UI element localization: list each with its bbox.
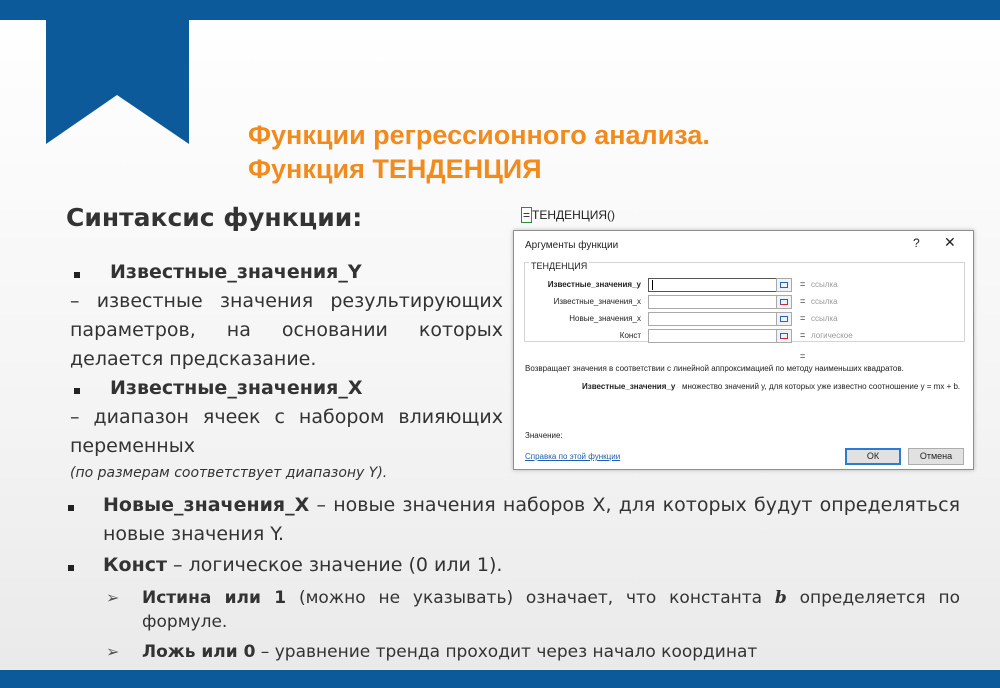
arg-label: Конст: [619, 331, 641, 340]
arg-description-text: множество значений y, для которых уже известно соотношение y = mx + b.: [682, 382, 961, 391]
formula-cell[interactable]: [521, 208, 615, 222]
title-line-2: Функция ТЕНДЕНЦИЯ: [248, 154, 542, 184]
item-term: Известные_значения_Y: [110, 261, 362, 283]
arg-label: Известные_значения_y: [547, 280, 641, 289]
arg-eq: =: [800, 296, 806, 306]
known-y-input[interactable]: [648, 278, 777, 292]
dialog-title: Аргументы функции: [525, 240, 619, 251]
list-item: [64, 551, 960, 580]
ok-button[interactable]: ОК: [845, 448, 901, 465]
item-note: (по размерам соответствует диапазону Y).: [70, 465, 388, 481]
item-text: – диапазон ячеек с набором влияющих переменных: [70, 406, 503, 457]
arg-eq: =: [800, 313, 806, 323]
help-link[interactable]: Справка по этой функции: [525, 452, 621, 461]
arg-hint: логическое: [811, 331, 853, 340]
result-eq: =: [800, 351, 806, 361]
sub-list-item: [106, 586, 960, 634]
value-label: Значение:: [525, 431, 563, 440]
sub-list-item: [106, 640, 960, 664]
text-caret: [652, 280, 653, 290]
arg-row-const: [514, 329, 973, 343]
help-icon[interactable]: ?: [913, 236, 920, 250]
function-description: Возвращает значения в соответствии с линейной аппроксимацией по методу наименьших квадратов.: [525, 364, 904, 373]
bullet-square-icon: [74, 388, 80, 394]
arg-row-known-y: [514, 278, 973, 292]
args-description-left: [70, 258, 503, 483]
range-select-icon[interactable]: [776, 329, 792, 343]
title-line-1: Функции регрессионного анализа.: [248, 120, 710, 150]
function-arguments-dialog: [513, 230, 974, 470]
list-item: [64, 491, 960, 549]
formula-eq: =: [523, 208, 531, 222]
range-select-icon[interactable]: [776, 295, 792, 309]
item-term: Новые_значения_X: [103, 494, 310, 516]
bullet-square-icon: [74, 272, 80, 278]
arg-row-known-x: [514, 295, 973, 309]
item-text: – логическое значение (0 или 1).: [167, 554, 503, 576]
syntax-heading: Синтаксис функции:: [66, 203, 363, 232]
arg-label: Известные_значения_x: [553, 297, 641, 306]
arrow-bullet-icon: ➢: [106, 642, 120, 661]
item-term: Конст: [103, 554, 167, 576]
bullet-square-icon: [68, 565, 74, 571]
close-icon[interactable]: ✕: [944, 234, 956, 250]
list-item: [70, 374, 503, 403]
args-description-wide: [64, 491, 960, 664]
cancel-button[interactable]: Отмена: [908, 448, 964, 465]
bullet-square-icon: [68, 505, 74, 511]
constant-symbol: b: [774, 588, 787, 608]
subitem-term: Истина или 1: [142, 588, 287, 608]
subitem-text: (можно не указывать) означает, что константа: [286, 588, 775, 608]
list-item: [70, 258, 503, 287]
arg-label: Новые_значения_x: [569, 314, 641, 323]
arg-row-new-x: [514, 312, 973, 326]
subitem-text: – уравнение тренда проходит через начало координат: [255, 642, 758, 662]
formula-text: ТЕНДЕНЦИЯ(): [532, 208, 615, 222]
slide-title: [248, 118, 710, 186]
function-name: ТЕНДЕНЦИЯ: [531, 261, 588, 271]
range-select-icon[interactable]: [776, 312, 792, 326]
range-select-icon[interactable]: [776, 278, 792, 292]
const-input[interactable]: [648, 329, 777, 343]
arg-eq: =: [800, 330, 806, 340]
subitem-term: Ложь или 0: [142, 642, 256, 662]
bottom-bar: [0, 670, 1000, 688]
arg-hint: ссылка: [811, 297, 838, 306]
arg-eq: =: [800, 279, 806, 289]
bookmark-ribbon-icon: [46, 0, 189, 144]
arrow-bullet-icon: ➢: [106, 588, 120, 607]
new-x-input[interactable]: [648, 312, 777, 326]
item-text: – известные значения результирующих параметров, на основании которых делается предсказание.: [70, 290, 503, 370]
arg-hint: ссылка: [811, 314, 838, 323]
arg-description-name: Известные_значения_y: [582, 382, 676, 391]
known-x-input[interactable]: [648, 295, 777, 309]
item-text: – новые значения наборов Х, для которых будут определяться новые значения Y.: [103, 494, 960, 545]
subitem-text-after: определяется по формуле.: [142, 588, 960, 632]
item-term: Известные_значения_X: [110, 377, 363, 399]
arg-hint: ссылка: [811, 280, 838, 289]
